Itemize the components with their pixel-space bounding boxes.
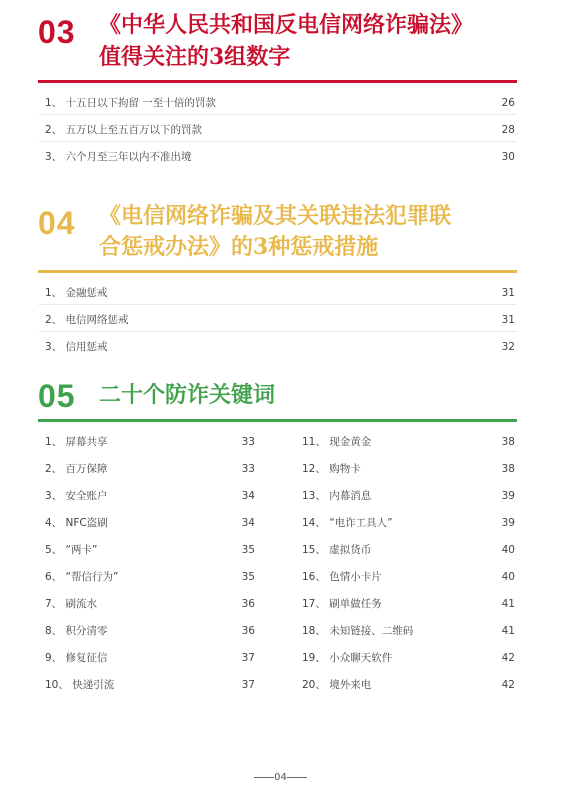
toc-entry[interactable]: 11、 现金黄金 38 [302,436,515,448]
section-05-heading [38,376,528,416]
toc-entry[interactable]: 5、 “两卡” 35 [45,544,255,556]
section-title-line-1: 二十个防诈关键词 [99,382,276,408]
toc-entry[interactable]: 12、 购物卡 38 [302,463,515,475]
page-number: 36 [241,625,255,637]
page-number: 35 [241,571,255,583]
page-number: 34 [241,490,255,502]
page-number: 31 [501,287,515,299]
page-number: 36 [241,598,255,610]
toc-entry[interactable]: 17、 刷单做任务 41 [302,598,515,610]
section-title-line-2: 值得关注的3组数字 [99,44,291,70]
toc-entry[interactable]: 1、 十五日以下拘留 一至十倍的罚款 26 [45,97,515,109]
page-number: 26 [501,97,515,109]
footer-page-number: 04 [274,772,287,783]
page-number: 41 [501,598,515,610]
toc-entry[interactable]: 15、 虚拟货币 40 [302,544,515,556]
toc-entry[interactable]: 10、 快递引流 37 [45,679,255,691]
divider [38,304,517,305]
section-03-heading [38,10,528,80]
toc-entry[interactable]: 3、 安全账户 34 [45,490,255,502]
toc-entry[interactable]: 18、 未知链接、二维码 41 [302,625,515,637]
page-number: 40 [501,544,515,556]
section-04-heading [38,203,528,271]
toc-entry[interactable]: 20、 境外来电 42 [302,679,515,691]
toc-entry[interactable]: 19、 小众聊天软件 42 [302,652,515,664]
page-number: 34 [241,517,255,529]
page-number: 37 [241,679,255,691]
page-number: 38 [501,463,515,475]
page-number: 42 [501,652,515,664]
toc-entry[interactable]: 2、 百万保障 33 [45,463,255,475]
toc-entry[interactable]: 3、 六个月至三年以内不准出境 30 [45,151,515,163]
page-number: 33 [241,436,255,448]
divider [38,141,517,142]
toc-entry[interactable]: 3、 信用惩戒 32 [45,341,515,353]
footer-dash [254,777,274,778]
toc-entry[interactable]: 7、 刷流水 36 [45,598,255,610]
divider [38,114,517,115]
footer-dash [287,777,307,778]
section-title-line-1: 《中华人民共和国反电信网络诈骗法》 [99,12,474,38]
page-number: 39 [501,517,515,529]
section-number: 03 [38,14,76,50]
page-number: 35 [241,544,255,556]
page-number: 28 [501,124,515,136]
page-number: 41 [501,625,515,637]
toc-entry[interactable]: 4、 NFC盗刷 34 [45,517,255,529]
section-03-rule [38,80,517,83]
toc-entry[interactable]: 13、 内幕消息 39 [302,490,515,502]
toc-entry[interactable]: 2、 五万以上至五百万以下的罚款 28 [45,124,515,136]
toc-entry[interactable]: 6、 “帮信行为” 35 [45,571,255,583]
page-number: 32 [501,341,515,353]
toc-entry[interactable]: 9、 修复征信 37 [45,652,255,664]
section-number: 04 [38,205,76,241]
section-title-line-2: 合惩戒办法》的3种惩戒措施 [99,234,379,260]
toc-entry[interactable]: 1、 金融惩戒 31 [45,287,515,299]
section-05-rule [38,419,517,422]
page-number: 42 [501,679,515,691]
section-title-line-1: 《电信网络诈骗及其关联违法犯罪联 [99,203,452,229]
toc-entry[interactable]: 2、 电信网络惩戒 31 [45,314,515,326]
divider [38,331,517,332]
section-number: 05 [38,378,76,414]
page-number: 33 [241,463,255,475]
page-number: 40 [501,571,515,583]
page-number: 37 [241,652,255,664]
page-number: 39 [501,490,515,502]
toc-entry[interactable]: 14、 “电诈工具人” 39 [302,517,515,529]
page-footer [0,771,561,785]
section-04-rule [38,270,517,273]
toc-entry[interactable]: 8、 积分清零 36 [45,625,255,637]
page-number: 30 [501,151,515,163]
toc-entry[interactable]: 1、 屏幕共享 33 [45,436,255,448]
page-number: 31 [501,314,515,326]
toc-entry[interactable]: 16、 色情小卡片 40 [302,571,515,583]
page-number: 38 [501,436,515,448]
